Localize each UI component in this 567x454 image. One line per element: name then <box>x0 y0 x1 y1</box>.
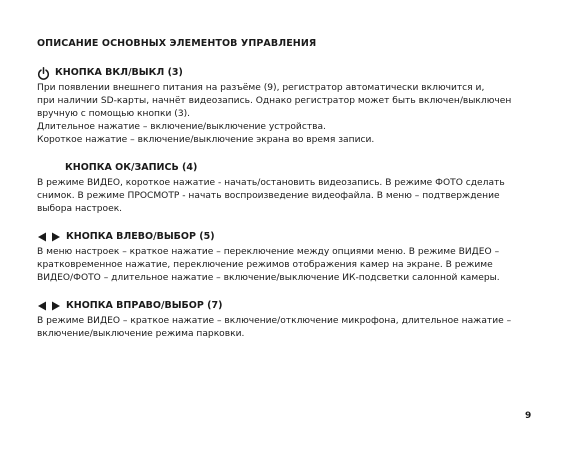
page-title: ОПИСАНИЕ ОСНОВНЫХ ЭЛЕМЕНТОВ УПРАВЛЕНИЯ <box>37 38 317 49</box>
section-heading: КНОПКА ВКЛ/ВЫКЛ (3) <box>55 67 183 78</box>
section-body: При появлении внешнего питания на разъёме (9), регистратор автоматически включится и, при наличии SD-карты, начнёт видеозапись. Однако регистратор может быть включен/выключен вручную с помощью кнопки (3). Длительное нажатие – включение/выключение устройства. Короткое нажатие – включение/выключение экрана во время записи. <box>37 83 512 145</box>
section-power-button <box>37 66 542 147</box>
section-ok-record-button <box>37 161 542 216</box>
power-icon <box>37 67 50 80</box>
section-body: В режиме ВИДЕО, короткое нажатие - начать/остановить видеозапись. В режиме ФОТО сделать снимок. В режиме ПРОСМОТР - начать воспроизведение видеофайла. В меню – подтверждение выбора настроек. <box>37 178 505 214</box>
left-right-arrows-icon <box>37 232 61 242</box>
section-heading: КНОПКА ВПРАВО/ВЫБОР (7) <box>66 300 223 311</box>
section-right-select-button <box>37 299 542 341</box>
section-heading: КНОПКА ОК/ЗАПИСЬ (4) <box>65 162 198 173</box>
section-body: В меню настроек – краткое нажатие – переключение между опциями меню. В режиме ВИДЕО – кратковременное нажатие, переключение режимов отображения камер на экране. В режиме ВИДЕО/ФОТО – длительное нажатие – включение/выключение ИК-подсветки салонной камеры. <box>37 247 500 283</box>
section-heading: КНОПКА ВЛЕВО/ВЫБОР (5) <box>66 231 215 242</box>
section-body: В режиме ВИДЕО – краткое нажатие – включение/отключение микрофона, длительное нажатие – включение/выключение режима парковки. <box>37 316 512 339</box>
page-number: 9 <box>525 411 532 421</box>
left-right-arrows-icon <box>37 301 61 311</box>
section-left-select-button <box>37 230 542 285</box>
manual-page <box>37 38 542 355</box>
